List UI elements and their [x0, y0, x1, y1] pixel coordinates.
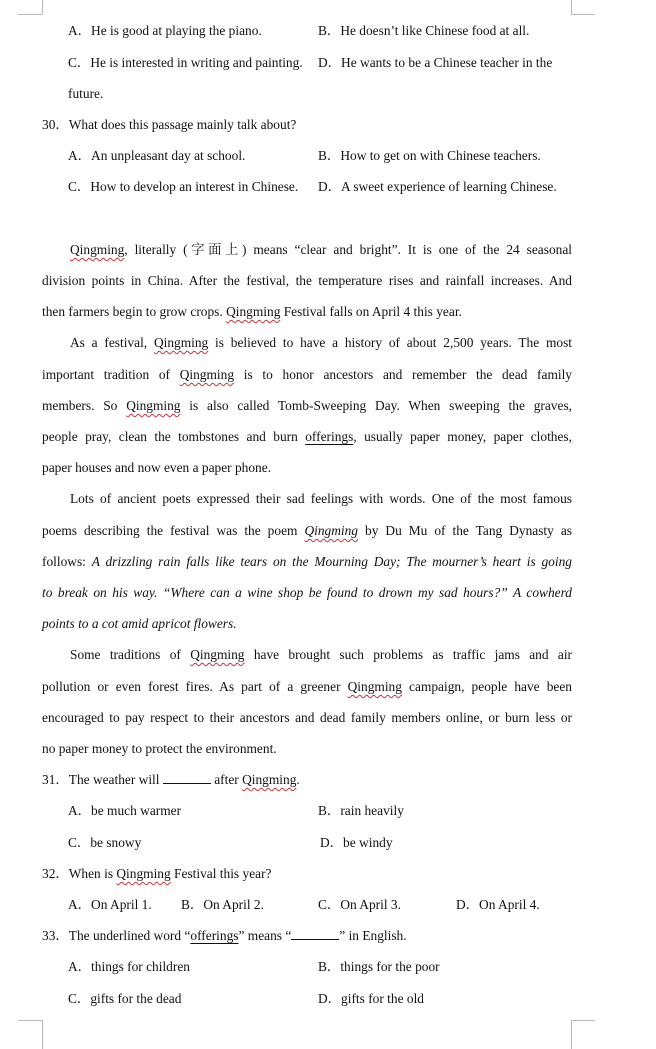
passage-p3-line2	[42, 522, 572, 540]
q31-option-b: B．rain heavily	[318, 803, 404, 818]
q31-option-d: D．be windy	[320, 835, 393, 850]
passage-p3-line4: to break on his way. “Where can a wine shop be found to drown my sad hours?” A cowherd	[42, 585, 572, 600]
q31-stem-text: after	[210, 772, 243, 787]
passage-text: Festival falls on April 4 this year.	[280, 304, 462, 319]
crop-mark-top-right-h	[571, 14, 595, 15]
passage-p1-line2: division points in China. After the festival, the temperature rises and rainfall increases. And	[42, 273, 572, 288]
q33-option-c: C．gifts for the dead	[68, 991, 182, 1006]
passage-text: pollution or even forest fires. As part of a greener	[42, 679, 348, 694]
passage-p4-line3: encouraged to pay respect to their ancestors and dead family members online, or burn less or	[42, 710, 572, 725]
word-qingming: Qingming	[70, 242, 125, 257]
q33-stem-text: 33．The underlined word “	[42, 928, 191, 943]
word-qingming: Qingming	[126, 398, 181, 413]
q33-option-b: B．things for the poor	[318, 959, 440, 974]
crop-mark-top-right	[571, 0, 572, 14]
crop-mark-top-left-h	[18, 14, 42, 15]
q33-option-d: D．gifts for the old	[318, 991, 424, 1006]
passage-text: is to honor ancestors and remember the dead family	[234, 367, 572, 382]
passage-text: important tradition of	[42, 367, 180, 382]
passage-text: , literally (字面上) means “clear and bright”. It is one of the 24 seasonal	[124, 242, 572, 257]
passage-p2-line2	[42, 366, 572, 384]
crop-mark-bottom-right-h	[571, 1020, 595, 1021]
q31-answer-blank	[163, 771, 211, 784]
passage-text: have brought such problems as traffic jams and air	[244, 647, 573, 662]
q31-stem-text: .	[296, 772, 300, 787]
passage-p1-line1	[70, 241, 572, 259]
q30-stem: 30．What does this passage mainly talk about?	[42, 117, 297, 132]
crop-mark-bottom-left-h	[18, 1020, 42, 1021]
q33-stem-text: ” means “	[238, 928, 292, 943]
q32-option-b: B．On April 2.	[181, 897, 264, 912]
passage-p2-line5: paper houses and now even a paper phone.	[42, 460, 272, 475]
q31-stem	[42, 771, 300, 789]
passage-text: poems describing the festival was the poem	[42, 523, 305, 538]
passage-text: is believed to have a history of about 2,500 years. The most	[208, 335, 572, 350]
passage-text: by Du Mu of the Tang Dynasty as	[358, 523, 572, 538]
q29-option-d-continued: future.	[68, 86, 104, 101]
word-qingming: Qingming	[116, 866, 171, 881]
crop-mark-bottom-right	[571, 1020, 572, 1049]
passage-p2-line1	[70, 334, 572, 352]
q30-option-a: A．An unpleasant day at school.	[68, 148, 246, 163]
word-qingming: Qingming	[153, 335, 209, 350]
q33-stem	[42, 927, 407, 945]
q29-option-a: A．He is good at playing the piano.	[68, 23, 262, 38]
passage-text: campaign, people have been	[401, 679, 573, 694]
q30-option-b: B．How to get on with Chinese teachers.	[318, 148, 541, 163]
word-qingming: Qingming	[347, 679, 402, 694]
passage-text: As a festival,	[70, 335, 154, 350]
passage-p4-line4: no paper money to protect the environment.	[42, 741, 277, 756]
passage-text: members. So	[42, 398, 127, 413]
crop-mark-top-left	[42, 0, 43, 14]
word-qingming: Qingming	[179, 367, 235, 382]
poem-title-qingming: Qingming	[304, 523, 359, 538]
passage-text: then farmers begin to grow crops.	[42, 304, 227, 319]
q29-option-b: B．He doesn’t like Chinese food at all.	[318, 23, 530, 38]
word-offerings-underlined: offerings	[305, 429, 354, 444]
passage-text: , usually paper money, paper clothes,	[353, 429, 572, 444]
q33-option-a: A．things for children	[68, 959, 190, 974]
passage-p1-line3	[42, 303, 462, 321]
passage-text: people pray, clean the tombstones and burn	[42, 429, 306, 444]
q32-stem	[42, 865, 271, 883]
word-qingming: Qingming	[190, 647, 245, 662]
q31-stem-text: 31．The weather will	[42, 772, 163, 787]
q32-option-d: D．On April 4.	[456, 897, 540, 912]
q32-stem-text: 32．When is	[42, 866, 117, 881]
passage-p2-line4	[42, 428, 572, 446]
word-offerings-underlined: offerings	[190, 928, 239, 943]
word-qingming: Qingming	[242, 772, 297, 787]
crop-mark-bottom-left	[42, 1020, 43, 1049]
passage-text: Some traditions of	[70, 647, 191, 662]
passage-p3-line5: points to a cot amid apricot flowers.	[42, 616, 237, 631]
q30-option-c: C．How to develop an interest in Chinese.	[68, 179, 299, 194]
passage-text: is also called Tomb-Sweeping Day. When sweeping the graves,	[180, 398, 572, 413]
q33-answer-blank	[291, 927, 339, 940]
q29-option-d: D．He wants to be a Chinese teacher in the	[318, 55, 553, 70]
word-qingming: Qingming	[226, 304, 281, 319]
q32-option-a: A．On April 1.	[68, 897, 152, 912]
q29-option-c: C．He is interested in writing and painting.	[68, 55, 303, 70]
q32-option-c: C．On April 3.	[318, 897, 401, 912]
passage-p3-line1: Lots of ancient poets expressed their sad feelings with words. One of the most famous	[70, 491, 572, 506]
passage-p4-line2	[42, 678, 572, 696]
q33-stem-text: ” in English.	[339, 928, 407, 943]
passage-p3-line3	[42, 553, 572, 571]
q31-option-c: C．be snowy	[68, 835, 142, 850]
q32-stem-text: Festival this year?	[170, 866, 272, 881]
q30-option-d: D．A sweet experience of learning Chinese.	[318, 179, 557, 194]
passage-p2-line3	[42, 397, 572, 415]
poem-text: A drizzling rain falls like tears on the Mourning Day; The mourner’s heart is going	[91, 554, 572, 569]
passage-text: follows:	[42, 554, 92, 569]
q31-option-a: A．be much warmer	[68, 803, 182, 818]
passage-p4-line1	[70, 646, 572, 664]
